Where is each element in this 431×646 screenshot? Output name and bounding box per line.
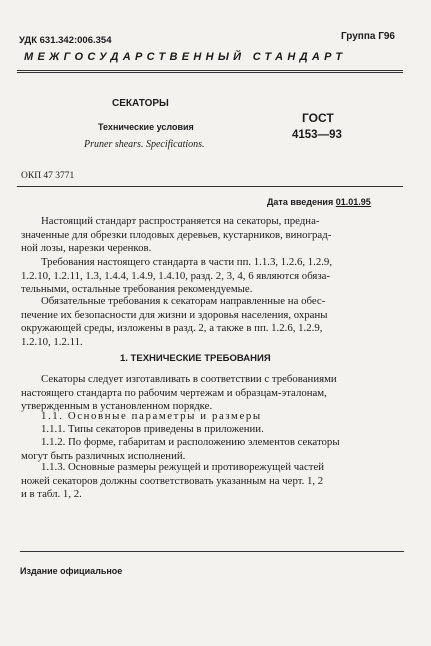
- gost-label: ГОСТ: [302, 111, 334, 125]
- text-line: Обязательные требования к секаторам направленные на обес-: [41, 295, 326, 307]
- effective-date: [267, 197, 371, 207]
- text-line: ной лозы, нарезки черенков.: [21, 242, 152, 255]
- text-line: Секаторы следует изготавливать в соответствии с требованиями: [41, 373, 337, 385]
- text-line: значенные для обрезки плодовых деревьев, кустарников, виноград-: [21, 228, 332, 241]
- text-line: Настоящий стандарт распространяется на секаторы, предна-: [41, 215, 320, 227]
- okp-rule: [17, 186, 403, 187]
- text-line: настоящего стандарта по рабочим чертежам и образцам-эталонам,: [21, 386, 327, 399]
- effective-date-label: Дата введения: [267, 197, 334, 207]
- section-paragraph-1-1-2: [21, 436, 404, 463]
- section-title: 1. ТЕХНИЧЕСКИЕ ТРЕБОВАНИЯ: [120, 353, 271, 364]
- group-code: Группа Г96: [340, 31, 395, 42]
- section-paragraph-1: [21, 373, 404, 414]
- subsection-heading: [21, 410, 404, 424]
- banner-rule-bottom: [17, 72, 403, 73]
- text-line: 1.1.2. По форме, габаритам и расположению элементов секаторы: [41, 436, 340, 448]
- text-line: и в табл. 1, 2.: [21, 488, 82, 501]
- udk-code: УДК 631.342:006.354: [19, 35, 112, 46]
- footer-rule: [20, 551, 404, 552]
- text-line: печение их безопасности для жизни и здоровья населения, охраны: [21, 308, 328, 321]
- text-line: тельными, остальные требования рекомендуемые.: [21, 283, 253, 296]
- gost-number: 4153—93: [292, 129, 342, 141]
- intro-paragraph-1: [21, 215, 404, 256]
- text-line: могут быть различных исполнений.: [21, 449, 186, 462]
- text-line: 1.2.10, 1.2.11, 1.3, 1.4.4, 1.4.9, 1.4.10, разд. 2, 3, 4, 6 являются обяза-: [21, 269, 331, 282]
- text-line: окружающей среды, изложены в разд. 2, а также в пп. 1.2.6, 1.2.9,: [21, 322, 323, 335]
- text-line: ножей секаторов должны соответствовать указанным на черт. 1, 2: [21, 474, 324, 487]
- text-line: 1.1. Основные параметры и размеры: [41, 410, 262, 422]
- section-paragraph-1-1-3: [21, 461, 404, 502]
- section-paragraph-1-1-1: [21, 423, 404, 437]
- text-line: 1.1.1. Типы секаторов приведены в приложении.: [41, 423, 264, 435]
- standard-banner: МЕЖГОСУДАРСТВЕННЫЙ СТАНДАРТ: [24, 51, 347, 63]
- text-line: 1.1.3. Основные размеры режущей и противорежущей частей: [41, 461, 325, 473]
- document-title: СЕКАТОРЫ: [112, 98, 169, 109]
- banner-rule-top: [17, 70, 403, 71]
- text-line: 1.2.10, 1.2.11.: [21, 335, 83, 348]
- text-line: Требования настоящего стандарта в части пп. 1.1.3, 1.2.6, 1.2.9,: [41, 256, 333, 268]
- intro-paragraph-3: [21, 295, 404, 349]
- official-edition-note: Издание официальное: [20, 566, 123, 576]
- text-line: утвержденным в установленном порядке.: [21, 400, 213, 413]
- effective-date-value: 01.01.95: [335, 197, 371, 207]
- document-subtitle: Технические условия: [98, 122, 194, 132]
- english-title: Pruner shears. Specifications.: [84, 139, 205, 150]
- okp-code: ОКП 47 3771: [21, 171, 75, 181]
- intro-paragraph-2: [21, 256, 404, 297]
